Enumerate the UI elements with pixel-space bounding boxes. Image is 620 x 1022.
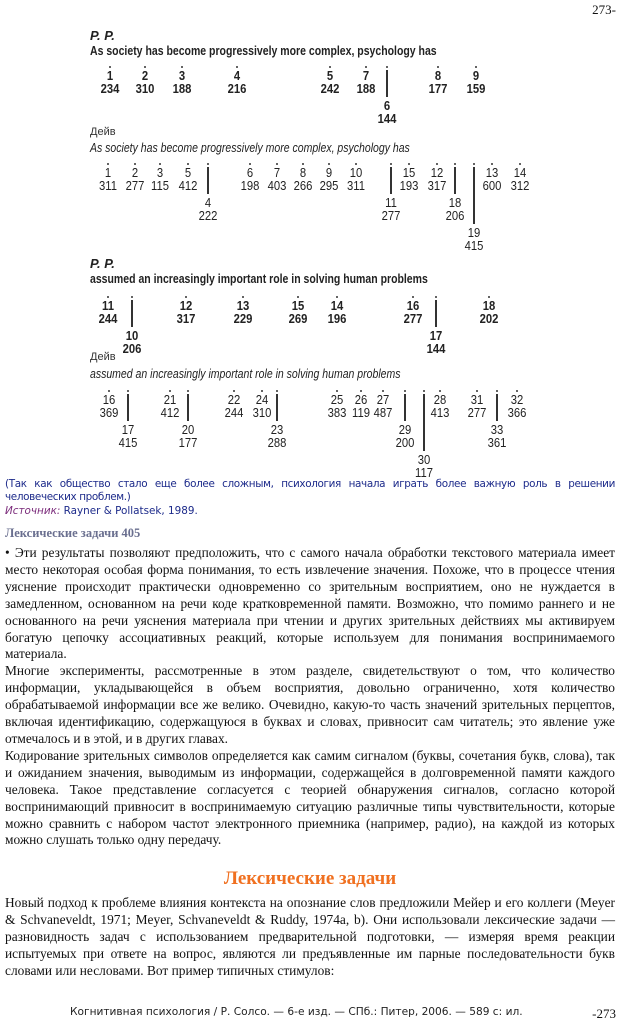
fixation-duration: 415 [118, 436, 138, 450]
fixation [115, 424, 142, 450]
fixation-duration: 361 [487, 436, 507, 450]
fixation-order: 7 [273, 166, 281, 180]
fixation-dot [169, 390, 171, 392]
page-number-bottom: -273 [592, 1006, 616, 1021]
fixation-duration: 369 [99, 406, 119, 420]
fixation-order: 10 [125, 329, 139, 343]
fixation [317, 70, 344, 96]
fixation [392, 424, 419, 450]
fixation [425, 70, 452, 96]
fixation-duration: 412 [160, 406, 180, 420]
fixation-order: 16 [406, 299, 420, 313]
fixation-duration: 412 [178, 179, 198, 193]
fixation-dot [187, 390, 189, 392]
reader-label: Дейв [90, 126, 116, 138]
fixation-order: 25 [330, 393, 344, 407]
fixation-duration: 119 [352, 406, 370, 420]
fixation [132, 70, 159, 96]
figure-source [5, 504, 615, 518]
fixation-dot [328, 163, 330, 165]
fixation-order: 2 [131, 166, 139, 180]
fixation-drop-line [386, 70, 387, 97]
fixation-duration: 311 [99, 179, 117, 193]
fixation-duration: 269 [288, 312, 308, 326]
fixation [464, 394, 491, 420]
fixation-order: 32 [510, 393, 524, 407]
source-label: Источник: [5, 505, 61, 517]
paragraph: Кодирование зрительных символов определяется как самим сигналом (буквы, сочетания букв, слова), так и ожиданием значения, выводимым из информации, содержащейся в долговременной памяти каждого человека. Такое представление согласуется с теорией обнаружения сигналов, согласно которой воспринимающий привносит в воспринимаемую ситуацию различные типы чувствительности, которые можно сравнить с набором частот электронного приемника (например, радио), на каждой из которых можно слушать только одну передачу. [5, 747, 615, 848]
body-text-1 [5, 545, 615, 849]
fixation [221, 394, 248, 420]
fixation-dot [107, 163, 109, 165]
fixation-dot [437, 66, 439, 68]
fixation-order: 16 [102, 393, 116, 407]
fixation-duration: 288 [267, 436, 287, 450]
fixation-order: 2 [141, 69, 149, 83]
fixation-dot [496, 390, 498, 392]
fixation-duration: 383 [327, 406, 347, 420]
fixation-order: 12 [179, 299, 193, 313]
fixation-drop-line [404, 394, 405, 421]
fixation [175, 167, 202, 193]
reading-sentence: As society has become progressively more complex, psychology has [90, 44, 437, 58]
fixation-order: 26 [354, 393, 368, 407]
fixation [147, 167, 174, 193]
fixation-order: 3 [178, 69, 186, 83]
fixation-duration: 202 [479, 312, 499, 326]
fixation-dot [236, 66, 238, 68]
fixation-order: 15 [291, 299, 305, 313]
fixation [224, 70, 251, 96]
body-text-2 [5, 895, 615, 980]
fixation-duration: 196 [327, 312, 347, 326]
fixation-order: 4 [233, 69, 241, 83]
fixation [264, 167, 291, 193]
fixation-duration: 310 [135, 82, 155, 96]
fixation [423, 330, 450, 356]
fixation-dot [261, 390, 263, 392]
fixation-dot [516, 390, 518, 392]
fixation-duration: 193 [399, 179, 419, 193]
fixation [353, 70, 380, 96]
fixation [324, 394, 351, 420]
fixation-drop-line [127, 394, 128, 421]
fixation-dot [329, 66, 331, 68]
fixation [479, 167, 506, 193]
fixation [484, 424, 511, 450]
fixation-dot [131, 296, 133, 298]
fixation-drop-line [276, 394, 277, 421]
fixation-dot [473, 163, 475, 165]
fixation-dot [360, 390, 362, 392]
fixation-duration: 600 [482, 179, 502, 193]
fixation-duration: 266 [293, 179, 313, 193]
fixation [96, 394, 123, 420]
fixation-order: 13 [236, 299, 250, 313]
fixation-duration: 222 [198, 209, 218, 223]
fixation-duration: 115 [151, 179, 169, 193]
reader-label: P. P. [90, 28, 115, 43]
paragraph: Многие эксперименты, рассмотренные в этом разделе, свидетельствуют о том, что количество информации, укладывающейся в объем восприятия, довольно ограниченно, хотя количество обрабатываемой информации все же велико. Очевидно, какую-то часть значений зрительных перцептов, включая идентификацию, содержащуюся в буквах и словах, привносит сам читатель; это явление уже отмечалось и в этой, и в других главах. [5, 663, 615, 746]
fixation-duration: 242 [320, 82, 340, 96]
fixation [169, 70, 196, 96]
fixation-order: 17 [429, 329, 443, 343]
fixation [442, 197, 469, 223]
fixation-dot [134, 163, 136, 165]
fixation-drop-line [473, 167, 474, 224]
fixation-order: 1 [104, 166, 112, 180]
fixation-order: 29 [398, 423, 412, 437]
reader-label: Дейв [90, 351, 116, 363]
fixation-dot [207, 163, 209, 165]
fixation-order: 30 [417, 453, 431, 467]
page-number-top: 273- [592, 2, 616, 17]
fixation [461, 227, 488, 253]
fixation-duration: 244 [224, 406, 244, 420]
section-heading: Лексические задачи [223, 868, 397, 890]
fixation-duration: 317 [176, 312, 196, 326]
fixation-dot [276, 163, 278, 165]
fixation [316, 167, 343, 193]
fixation-order: 19 [467, 226, 481, 240]
fixation-duration: 117 [415, 466, 433, 480]
fixation-dot [519, 163, 521, 165]
fixation-order: 33 [490, 423, 504, 437]
fixation [264, 424, 291, 450]
fixation-dot [336, 390, 338, 392]
fixation-order: 18 [482, 299, 496, 313]
fixation-dot [476, 390, 478, 392]
fixation [476, 300, 503, 326]
fixation-dot [475, 66, 477, 68]
fixation-order: 9 [325, 166, 333, 180]
fixation-duration: 244 [98, 312, 118, 326]
fixation-dot [108, 390, 110, 392]
fixation-order: 22 [227, 393, 241, 407]
fixation-order: 15 [402, 166, 416, 180]
source-text: Rayner & Pollatsek, 1989. [60, 505, 198, 517]
fixation-drop-line [390, 167, 391, 194]
fixation-order: 12 [430, 166, 444, 180]
reader-label: P. P. [90, 256, 115, 271]
fixation-duration: 144 [377, 112, 397, 126]
fixation [424, 167, 451, 193]
fixation [97, 70, 124, 96]
fixation-duration: 415 [464, 239, 484, 253]
fixation-duration: 177 [178, 436, 198, 450]
fixation-duration: 487 [373, 406, 393, 420]
fixation [157, 394, 184, 420]
fixation [122, 167, 149, 193]
fixation [324, 300, 351, 326]
reading-sentence: As society has become progressively more complex, psychology has [90, 141, 410, 155]
fixation-dot [185, 296, 187, 298]
fixation-dot [127, 390, 129, 392]
paragraph: Новый подход к проблеме влияния контекста на опознание слов предложили Мейер и его коллеги (Meyer & Schvaneveldt, 1971; Meyer, Schvaneveldt & Ruddy, 1974a, b). Они использовали лексические задачи — разновидность задач с использованием предварительной подготовки, — измеряя время реакции испытуемых при ответе на вопрос, являются ли предъявленные им парные последовательности букв словами или несловами. Вот пример типичных стимулов: [5, 895, 615, 978]
fixation-drop-line [496, 394, 497, 421]
fixation-order: 13 [485, 166, 499, 180]
fixation-duration: 310 [252, 406, 272, 420]
fixation-dot [408, 163, 410, 165]
fixation-duration: 159 [466, 82, 486, 96]
fixation-duration: 144 [426, 342, 446, 356]
fixation-dot [404, 390, 406, 392]
fixation-duration: 177 [428, 82, 448, 96]
fixation-dot [187, 163, 189, 165]
fixation-dot [302, 163, 304, 165]
fixation-order: 6 [246, 166, 254, 180]
fixation-dot [365, 66, 367, 68]
fixation-dot [436, 163, 438, 165]
fixation-duration: 188 [172, 82, 192, 96]
fixation-order: 14 [513, 166, 527, 180]
fixation-dot [249, 163, 251, 165]
fixation-duration: 366 [507, 406, 527, 420]
fixation-order: 24 [255, 393, 269, 407]
fixation-duration: 188 [356, 82, 376, 96]
running-subhead: Лексические задачи 405 [5, 526, 141, 540]
fixation [175, 424, 202, 450]
fixation-order: 11 [102, 299, 114, 313]
fixation-order: 3 [156, 166, 164, 180]
fixation-dot [233, 390, 235, 392]
fixation-dot [491, 163, 493, 165]
fixation-order: 18 [448, 196, 462, 210]
fixation [411, 454, 438, 480]
fixation-duration: 277 [467, 406, 487, 420]
fixation [463, 70, 490, 96]
fixation-duration: 234 [100, 82, 120, 96]
fixation [95, 167, 122, 193]
fixation-duration: 295 [319, 179, 339, 193]
fixation-duration: 198 [240, 179, 260, 193]
fixation-dot [276, 390, 278, 392]
fixation-duration: 317 [427, 179, 447, 193]
fixation-duration: 277 [381, 209, 401, 223]
fixation-order: 28 [433, 393, 447, 407]
text-flow [5, 478, 615, 980]
fixation-order: 9 [472, 69, 480, 83]
fixation [427, 394, 454, 420]
fixation-order: 23 [270, 423, 284, 437]
fixation-dot [412, 296, 414, 298]
fixation-order: 27 [376, 393, 390, 407]
fixation [230, 300, 257, 326]
fixation-dot [159, 163, 161, 165]
fixation-order: 20 [181, 423, 195, 437]
reading-sentence: assumed an increasingly important role in solving human problems [90, 272, 428, 286]
fixation-drop-line [454, 167, 455, 194]
fixation-duration: 311 [347, 179, 365, 193]
fixation-duration: 413 [430, 406, 450, 420]
fixation-dot [390, 163, 392, 165]
fixation-drop-line [207, 167, 208, 194]
fixation [195, 197, 222, 223]
fixation-dot [423, 390, 425, 392]
fixation [378, 197, 405, 223]
fixation-order: 8 [299, 166, 307, 180]
fixation-drop-line [423, 394, 424, 451]
footer-citation: Когнитивная психология / Р. Солсо. — 6-е изд. — СПб.: Питер, 2006. — 589 с: ил. [70, 1006, 523, 1018]
fixation [285, 300, 312, 326]
fixation-order: 8 [434, 69, 442, 83]
fixation-dot [107, 296, 109, 298]
fixation-duration: 229 [233, 312, 253, 326]
fixation [95, 300, 122, 326]
fixation-order: 21 [163, 393, 177, 407]
fixation [343, 167, 370, 193]
fixation-duration: 206 [445, 209, 465, 223]
fixation-dot [439, 390, 441, 392]
fixation-drop-line [435, 300, 436, 327]
fixation-dot [109, 66, 111, 68]
fixation-dot [435, 296, 437, 298]
fixation [374, 100, 401, 126]
fixation [504, 394, 531, 420]
fixation-order: 17 [121, 423, 135, 437]
fixation-duration: 206 [122, 342, 142, 356]
fixation [396, 167, 423, 193]
fixation-dot [336, 296, 338, 298]
fixation-duration: 216 [227, 82, 247, 96]
fixation-dot [297, 296, 299, 298]
figure-caption: (Так как общество стало еще более сложным, психология начала играть более важную роль в решении человеческих проблем.) [5, 478, 615, 503]
fixation-duration: 312 [510, 179, 530, 193]
fixation [249, 394, 276, 420]
fixation-order: 10 [349, 166, 363, 180]
fixation-duration: 403 [267, 179, 287, 193]
fixation-order: 6 [383, 99, 391, 113]
fixation-order: 31 [470, 393, 484, 407]
fixation [290, 167, 317, 193]
fixation-dot [454, 163, 456, 165]
fixation-drop-line [131, 300, 132, 327]
fixation-order: 5 [184, 166, 192, 180]
fixation-drop-line [187, 394, 188, 421]
fixation-duration: 277 [403, 312, 423, 326]
reading-sentence: assumed an increasingly important role in solving human problems [90, 367, 401, 381]
fixation [237, 167, 264, 193]
fixation-order: 14 [330, 299, 344, 313]
fixation-dot [488, 296, 490, 298]
fixation-order: 1 [106, 69, 114, 83]
fixation-dot [144, 66, 146, 68]
fixation-order: 11 [385, 196, 397, 210]
fixation-dot [382, 390, 384, 392]
fixation-dot [181, 66, 183, 68]
paragraph: • Эти результаты позволяют предположить, что с самого начала обработки текстового материала имеет место некоторая особая форма понимания, то есть извлечение значения. Похоже, что в процессе чтения уяснение происходит практически одновременно со зрительным восприятием, оно не нуждается в замедленном, основанном на речи коде кратковременной памяти. Возможно, что помимо раннего и не основанного на речи уяснения материала при чтении и других зрительных действиях мы активируем богатую цепочку ассоциативных реакций, которые используем для понимания воспринимаемого материала. [5, 545, 615, 662]
fixation [173, 300, 200, 326]
fixation-order: 7 [362, 69, 370, 83]
fixation [370, 394, 397, 420]
fixation-dot [242, 296, 244, 298]
fixation [119, 330, 146, 356]
fixation-dot [355, 163, 357, 165]
fixation-duration: 277 [125, 179, 145, 193]
fixation-order: 5 [326, 69, 334, 83]
fixation [507, 167, 534, 193]
fixation-duration: 200 [395, 436, 415, 450]
fixation [400, 300, 427, 326]
fixation-dot [386, 66, 388, 68]
fixation-order: 4 [204, 196, 212, 210]
